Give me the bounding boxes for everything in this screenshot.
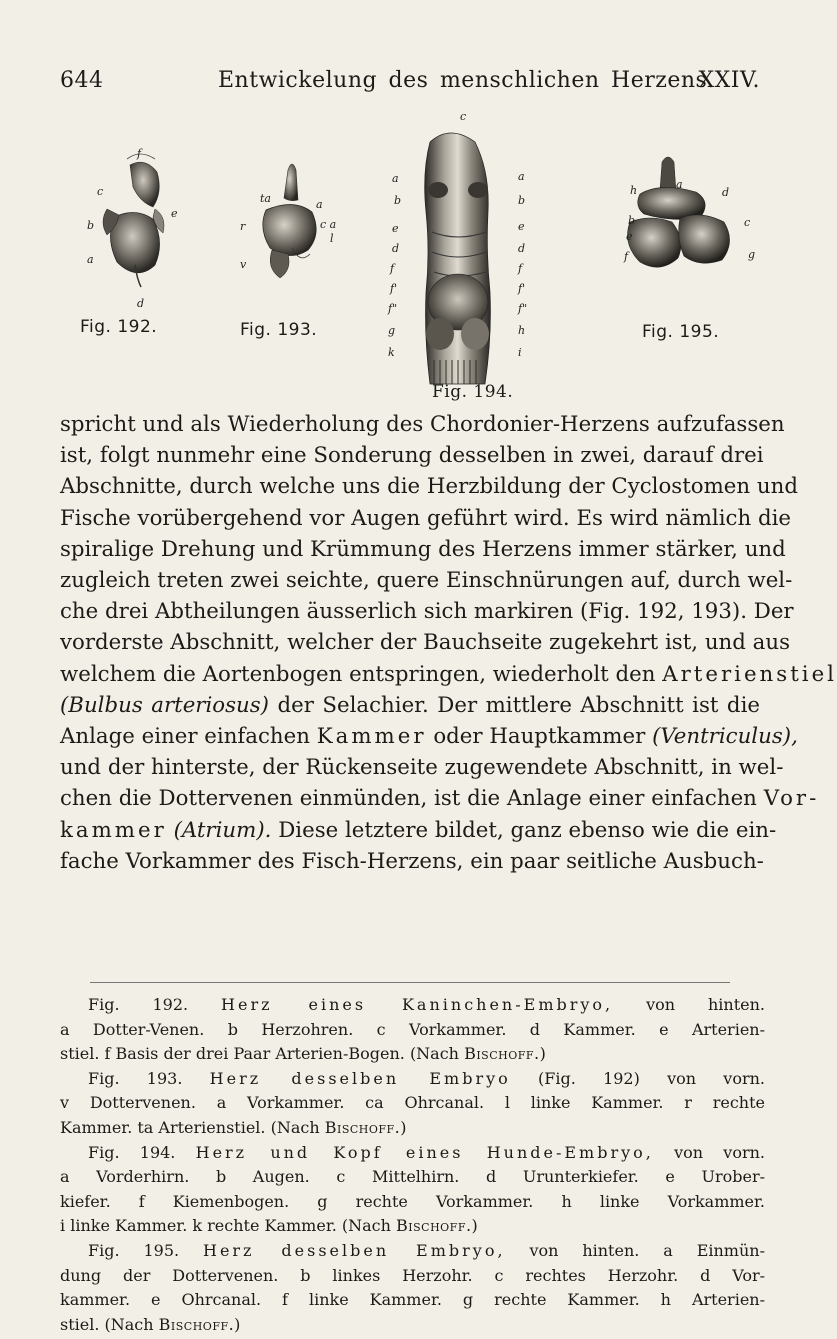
page-number: 644 — [60, 68, 104, 93]
caption-author: Bischoff.) — [324, 1117, 407, 1137]
body-line: spiralige Drehung und Krümmung des Herzens immer stärker, und — [60, 536, 786, 562]
svg-text:f": f" — [518, 302, 528, 315]
body-line — [60, 721, 798, 752]
figure-193 — [230, 150, 340, 350]
figure-192 — [80, 147, 185, 347]
svg-text:a: a — [392, 172, 399, 185]
caption-line — [60, 1214, 765, 1239]
figure-195-drawing — [600, 152, 770, 312]
caption-text: von vorn. — [674, 1142, 765, 1162]
emphasis-term: Vor- — [763, 786, 820, 812]
figure-plate — [60, 112, 770, 402]
body-text-run: Diese letztere bildet, ganz ebenso wie die ein- — [278, 817, 777, 843]
svg-text:f": f" — [388, 302, 398, 315]
body-line: vorderste Abschnitt, welcher der Bauchseite zugekehrt ist, und aus — [60, 630, 791, 656]
caption-line — [60, 1067, 765, 1092]
caption-fig-ref: Fig. 192. — [88, 995, 189, 1014]
caption-line: a Dotter-Venen. b Herzohren. c Vorkammer. d Kammer. e Arterien- — [60, 1019, 765, 1039]
caption-fig-ref: Fig. 193. — [88, 1068, 183, 1088]
caption-line — [60, 1042, 765, 1067]
svg-text:v: v — [240, 258, 247, 271]
latin-term: (Bulbus arteriosus) — [60, 692, 269, 718]
body-text-run: welchem die Aortenbogen entspringen, wiederholt den — [60, 661, 656, 687]
body-line: Fische vorübergehend vor Augen geführt wird. Es wird nämlich die — [60, 505, 792, 531]
svg-text:d: d — [392, 242, 400, 255]
caption-title: Herz und Kopf eines Hunde-Embryo, — [195, 1142, 654, 1162]
body-line — [60, 783, 820, 814]
body-line — [60, 659, 837, 690]
figure-193-label: Fig. 193. — [240, 320, 318, 340]
svg-text:c a: c a — [320, 218, 337, 231]
svg-text:f': f' — [390, 282, 398, 295]
caption-author: Bischoff.) — [158, 1314, 241, 1334]
svg-text:f: f — [137, 147, 142, 160]
body-line: und der hinterste, der Rückenseite zugewendete Abschnitt, in wel- — [60, 755, 784, 781]
caption-line: dung der Dottervenen. b linkes Herzohr. c rechtes Herzohr. d Vor- — [60, 1265, 765, 1285]
svg-text:e: e — [518, 220, 525, 233]
svg-text:b: b — [628, 214, 636, 227]
emphasis-term: Kammer — [316, 724, 427, 750]
svg-text:c: c — [744, 216, 751, 229]
body-line: spricht und als Wiederholung des Chordonier-Herzens aufzufassen — [60, 412, 785, 437]
caption-text: i linke Kammer. k rechte Kammer. (Nach — [60, 1216, 391, 1236]
body-line: Abschnitte, durch welche uns die Herzbildung der Cyclostomen und — [60, 474, 798, 500]
caption-line — [60, 1239, 765, 1264]
caption-text: von hinten. a Einmün- — [529, 1240, 765, 1260]
svg-text:r: r — [240, 220, 246, 233]
latin-term: (Ventriculus), — [652, 724, 798, 750]
figure-captions — [60, 993, 765, 1337]
caption-line: v Dottervenen. a Vorkammer. ca Ohrcanal. l linke Kammer. r rechte — [60, 1093, 765, 1113]
caption-fig-ref: Fig. 194. — [88, 1142, 176, 1162]
body-line: fache Vorkammer des Fisch-Herzens, ein paar seitliche Ausbuch- — [60, 848, 764, 874]
figure-192-drawing — [85, 147, 185, 310]
body-text-run: oder Hauptkammer — [433, 724, 646, 750]
caption-line: kammer. e Ohrcanal. f linke Kammer. g rechte Kammer. h Arterien- — [60, 1290, 765, 1310]
body-text-run: Anlage einer einfachen — [60, 724, 310, 750]
figure-194-label: Fig. 194. — [432, 382, 514, 402]
svg-text:a: a — [87, 253, 94, 266]
body-text-run: der Selachier. Der mittlere Abschnitt ist die — [277, 692, 760, 718]
caption-text: stiel. (Nach — [60, 1314, 154, 1334]
figure-195 — [600, 152, 770, 352]
body-paragraph — [60, 409, 837, 877]
body-line — [60, 690, 760, 721]
svg-text:f: f — [624, 250, 629, 263]
caption-fig-ref: Fig. 195. — [88, 1240, 180, 1260]
caption-text: Kammer. ta Arterienstiel. (Nach — [60, 1117, 320, 1137]
caption-author: Bischoff.) — [396, 1216, 479, 1236]
body-line: che drei Abtheilungen äusserlich sich markiren (Fig. 192, 193). Der — [60, 599, 794, 625]
svg-text:e: e — [626, 230, 633, 243]
caption-line — [60, 1313, 765, 1338]
footnote-divider — [90, 982, 730, 983]
svg-text:h: h — [518, 324, 526, 337]
svg-text:f: f — [518, 262, 523, 275]
figure-195-label: Fig. 195. — [642, 322, 720, 342]
svg-text:f: f — [390, 262, 395, 275]
svg-text:a: a — [518, 170, 525, 183]
svg-text:a: a — [316, 198, 323, 211]
caption-line — [60, 1116, 765, 1141]
body-line: zugleich treten zwei seichte, quere Einschnürungen auf, durch wel- — [60, 568, 793, 594]
svg-text:e: e — [171, 207, 178, 220]
svg-text:ta: ta — [260, 192, 271, 205]
figure-192-label: Fig. 192. — [80, 317, 158, 337]
chapter-number: XXIV. — [698, 68, 760, 93]
caption-text: stiel. f Basis der drei Paar Arterien-Bogen. (Nach — [60, 1044, 459, 1064]
caption-line: a Vorderhirn. b Augen. c Mittelhirn. d Urunterkiefer. e Urober- — [60, 1167, 765, 1187]
svg-text:d: d — [518, 242, 526, 255]
caption-text: (Fig. 192) von vorn. — [538, 1068, 766, 1088]
svg-text:b: b — [87, 219, 95, 232]
figure-194-drawing — [340, 112, 570, 382]
figure-193-drawing — [230, 150, 340, 310]
caption-line — [60, 1141, 765, 1166]
svg-text:g: g — [748, 248, 756, 261]
caption-line — [60, 993, 765, 1018]
svg-text:d: d — [722, 186, 730, 199]
caption-title: Herz desselben Embryo, — [202, 1240, 506, 1260]
caption-author: Bischoff.) — [464, 1044, 547, 1064]
svg-text:a: a — [676, 178, 683, 191]
caption-text: von hinten. — [646, 995, 765, 1014]
caption-title: Herz eines Kaninchen-Embryo, — [221, 995, 614, 1014]
body-line — [60, 815, 777, 846]
body-text-run: chen die Dottervenen einmünden, ist die Anlage einer einfachen — [60, 786, 757, 812]
svg-text:l: l — [330, 232, 334, 245]
svg-text:d: d — [137, 297, 145, 310]
svg-text:i: i — [518, 346, 522, 359]
svg-text:g: g — [388, 324, 396, 337]
svg-text:b: b — [518, 194, 526, 207]
caption-title: Herz desselben Embryo — [209, 1068, 511, 1088]
emphasis-term: Arterienstiel — [662, 661, 837, 687]
svg-text:k: k — [388, 346, 395, 359]
running-title: Entwickelung des menschlichen Herzens. — [218, 68, 715, 93]
figure-194 — [340, 112, 570, 402]
latin-term: (Atrium). — [173, 817, 272, 843]
svg-text:c: c — [97, 185, 104, 198]
emphasis-term: kammer — [60, 817, 167, 843]
svg-text:f': f' — [518, 282, 526, 295]
svg-text:b: b — [394, 194, 402, 207]
svg-text:h: h — [630, 184, 638, 197]
caption-line: kiefer. f Kiemenbogen. g rechte Vorkammer. h linke Vorkammer. — [60, 1191, 765, 1211]
svg-text:e: e — [392, 222, 399, 235]
body-line: ist, folgt nunmehr eine Sonderung desselben in zwei, darauf drei — [60, 443, 764, 469]
svg-text:c: c — [460, 110, 467, 123]
running-header — [60, 68, 760, 104]
